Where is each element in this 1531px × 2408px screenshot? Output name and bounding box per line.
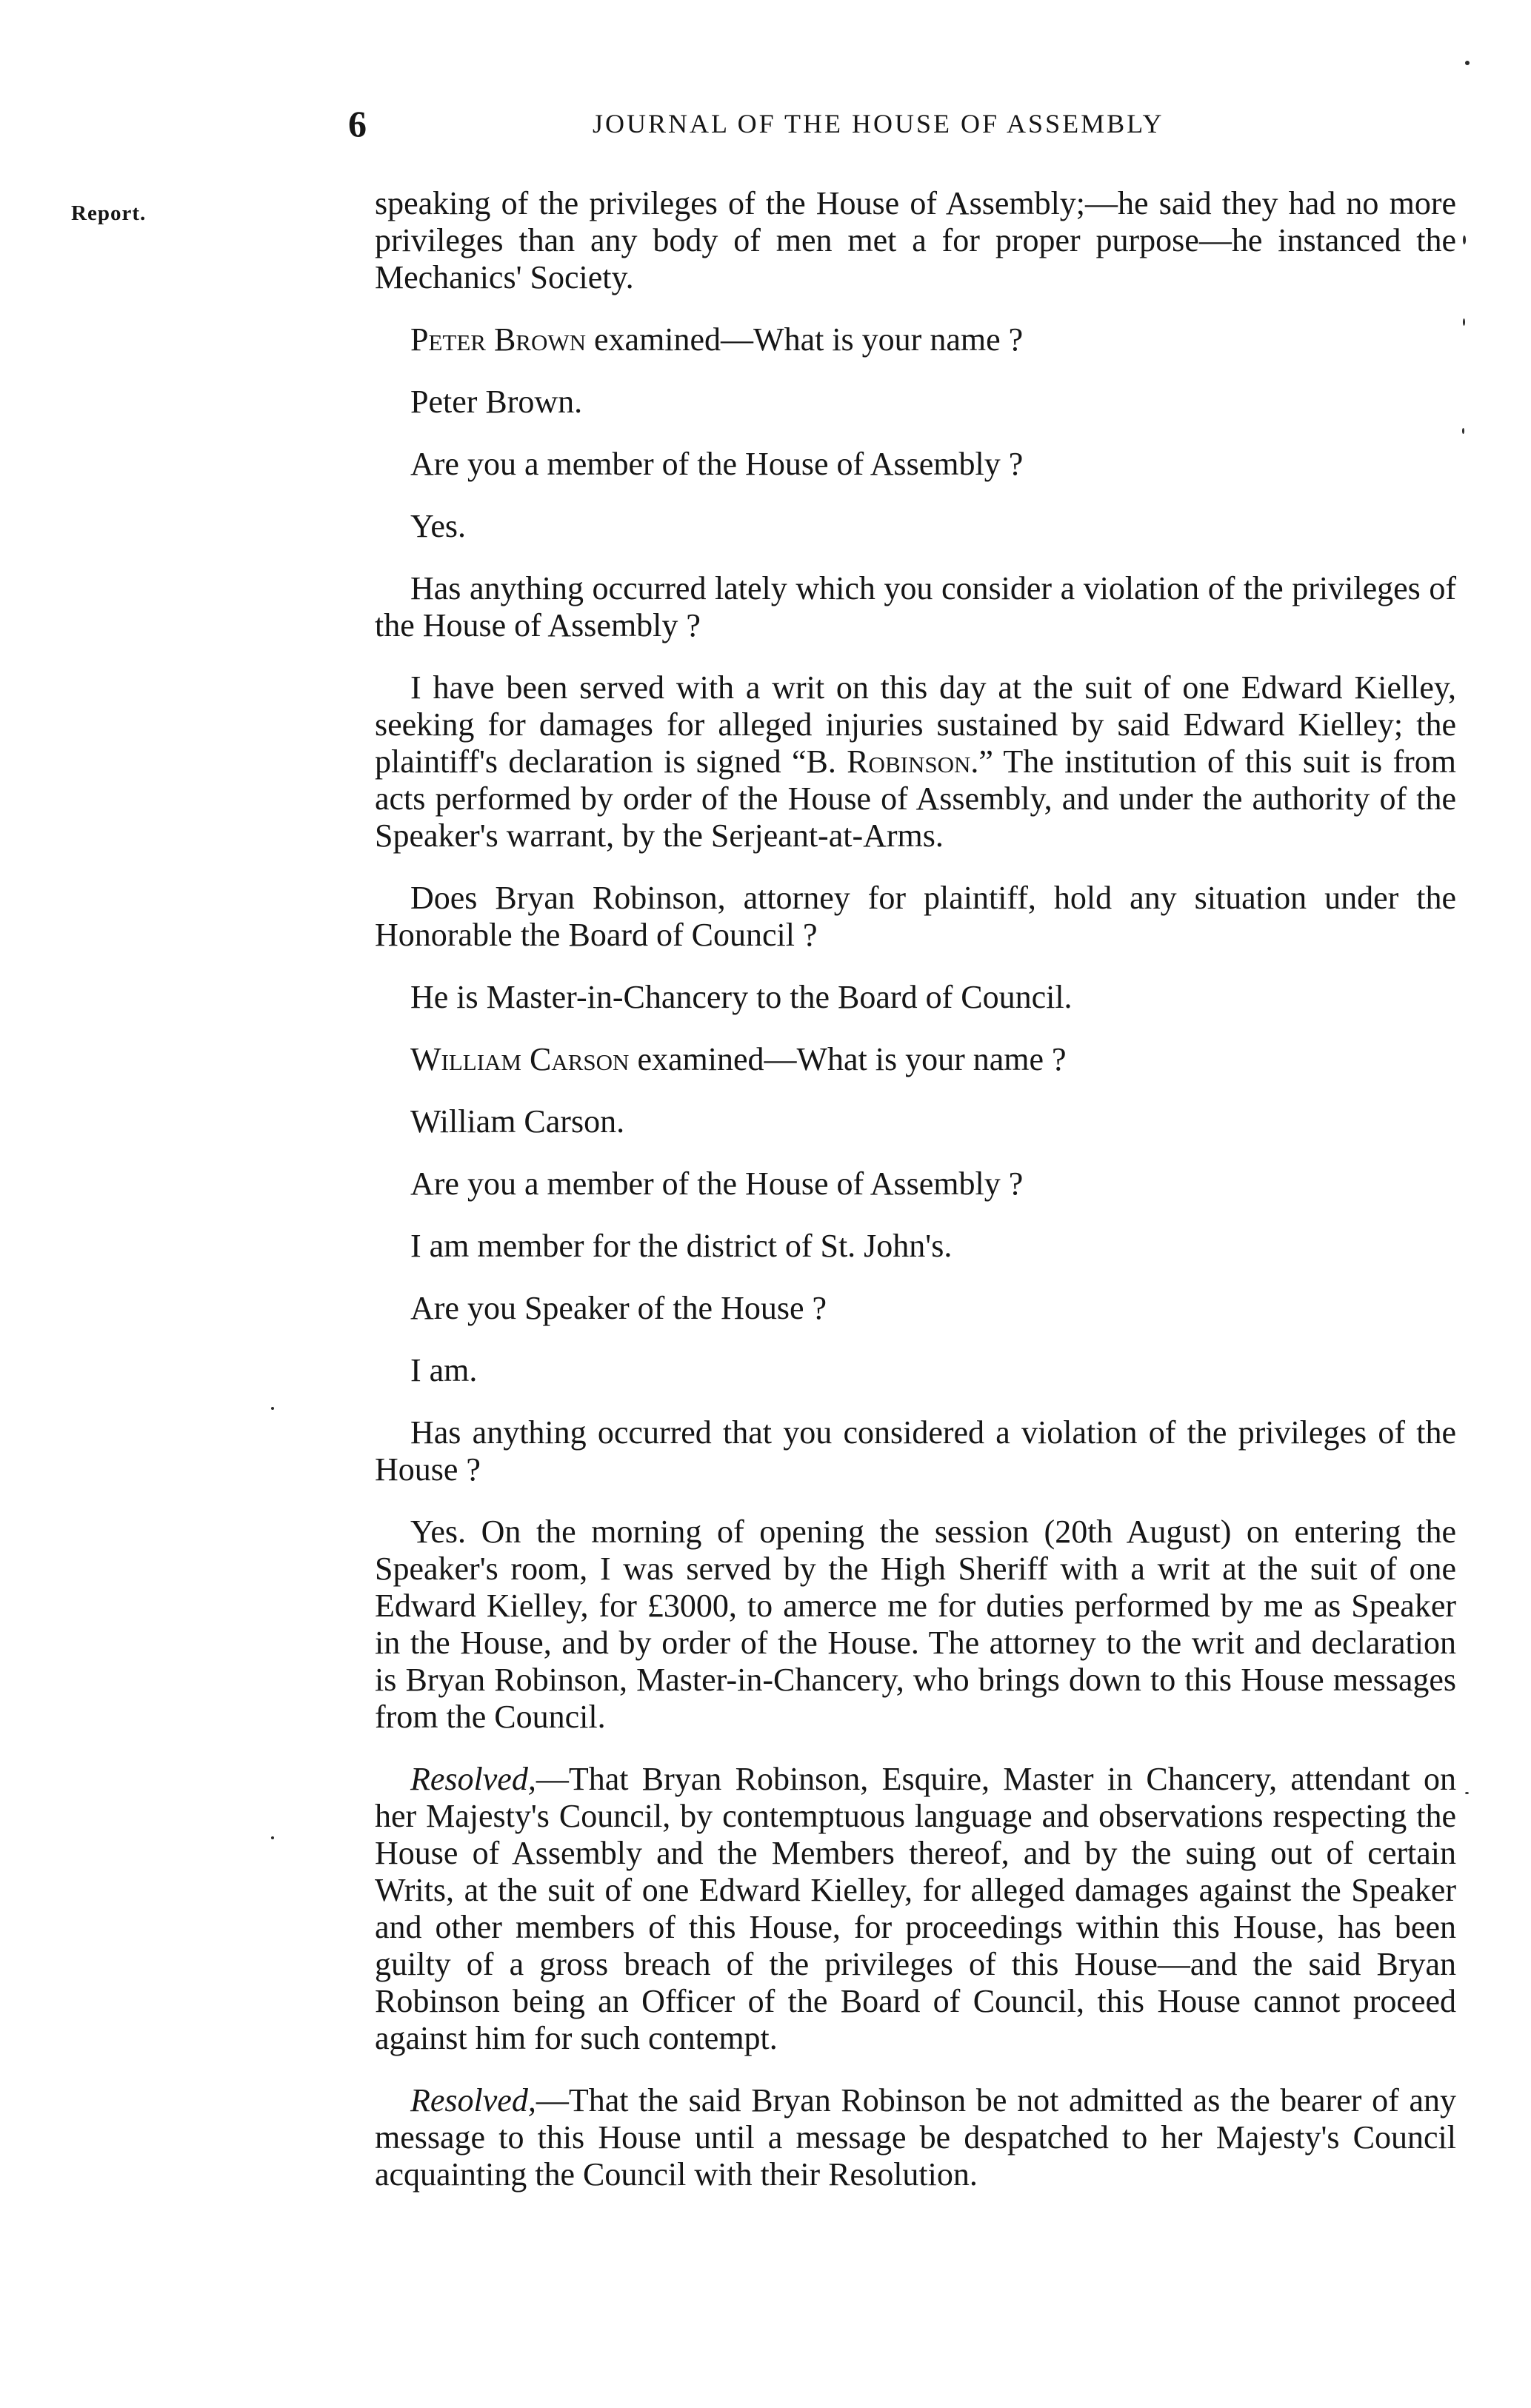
paragraph-question-violation-2: Has anything occurred that you considered a violation of the privileges of the House ? [375,1414,1456,1488]
answer-text-part-1: I have been served with a writ on this day at the suit of one Edward Kielley, seeking for damages for alleged injuries sustained by said Edward Kielley; the plaintiff's declaration is signed “ [375,669,1456,780]
margin-note: Report. [71,201,147,225]
paragraph-question-member: Are you a member of the House of Assembly ? [410,446,1024,482]
witness-name: Peter Brown [410,321,587,358]
paragraph-question-robinson: Does Bryan Robinson, attorney for plaintiff, hold any situation under the Honorable the Board of Council ? [375,880,1456,953]
paragraph-resolution-1 [375,1761,1456,2057]
answer-text-part-2: .” The institution of this suit is from acts performed by order of the House of Assembly, and under the authority of the Speaker's warrant, by the Serjeant-at-Arms. [375,743,1456,854]
scan-speck [271,1836,274,1839]
scan-speck [1465,61,1470,65]
resolved-label: Resolved, [410,2082,536,2118]
paragraph-answer-master: He is Master-in-Chancery to the Board of Council. [410,979,1073,1015]
scan-speck [1462,428,1464,434]
page-header [348,102,1459,147]
witness-name: William Carson [410,1041,630,1077]
resolved-label: Resolved, [410,1761,536,1797]
paragraph-peter-brown-examined [375,321,1456,358]
paragraph-answer-district: I am member for the district of St. John's. [410,1228,953,1264]
body-text [375,185,1456,2218]
scan-speck [1463,318,1465,326]
page-number: 6 [348,103,367,144]
paragraph-resolution-2 [375,2082,1456,2193]
paragraph-question-violation: Has anything occurred lately which you consider a violation of the privileges of the House of Assembly ? [375,570,1456,643]
paragraph-answer-carson: William Carson. [410,1103,625,1140]
resolution-text: —That Bryan Robinson, Esquire, Master in Chancery, attendant on her Majesty's Council, by contemptuous language and observations respecting the House of Assembly and the Members thereof, and by the suing out of certain Writs, at the suit of one Edward Kielley, for alleged damages against the Speaker and other members of this House, for proceedings within this House, has been guilty of a gross breach of the privileges of this House—and the said Bryan Robinson being an Officer of the Board of Council, this House cannot proceed against him for such contempt. [375,1761,1456,2056]
signature-name: B. Robinson [806,743,971,780]
running-head: JOURNAL OF THE HOUSE OF ASSEMBLY [593,109,1164,138]
paragraph-speaking-of-privileges: speaking of the privileges of the House of Assembly;—he said they had no more privileges than any body of men met a for proper purpose—he instanced the Mechanics' Society. [375,185,1456,295]
paragraph-answer-writ [375,669,1456,854]
paragraph-answer-yes: Yes. [410,508,467,544]
paragraph-question-member-2: Are you a member of the House of Assembly ? [410,1165,1024,1202]
paragraph-question-speaker: Are you Speaker of the House ? [410,1290,827,1326]
question-text: examined—What is your name ? [586,321,1024,358]
scan-speck [1465,1792,1469,1794]
resolution-text: —That the said Bryan Robinson be not admitted as the bearer of any message to this House until a message be despatched to her Majesty's Council acquainting the Council with their Resolution. [375,2082,1456,2193]
scan-speck [1463,235,1466,244]
paragraph-william-carson-examined [375,1041,1456,1078]
scan-speck [271,1407,274,1410]
paragraph-answer-session: Yes. On the morning of opening the session (20th August) on entering the Speaker's room, I was served by the High Sheriff with a writ at the suit of one Edward Kielley, for £3000, to amerce me for duties performed by me as Speaker in the House, and by order of the House. The attorney to the writ and declaration is Bryan Robinson, Master-in-Chancery, who brings down to this House messages from the Council. [375,1514,1456,1735]
paragraph-answer-i-am: I am. [410,1352,478,1388]
question-text: examined—What is your name ? [629,1041,1067,1077]
paragraph-answer-name: Peter Brown. [410,384,583,420]
